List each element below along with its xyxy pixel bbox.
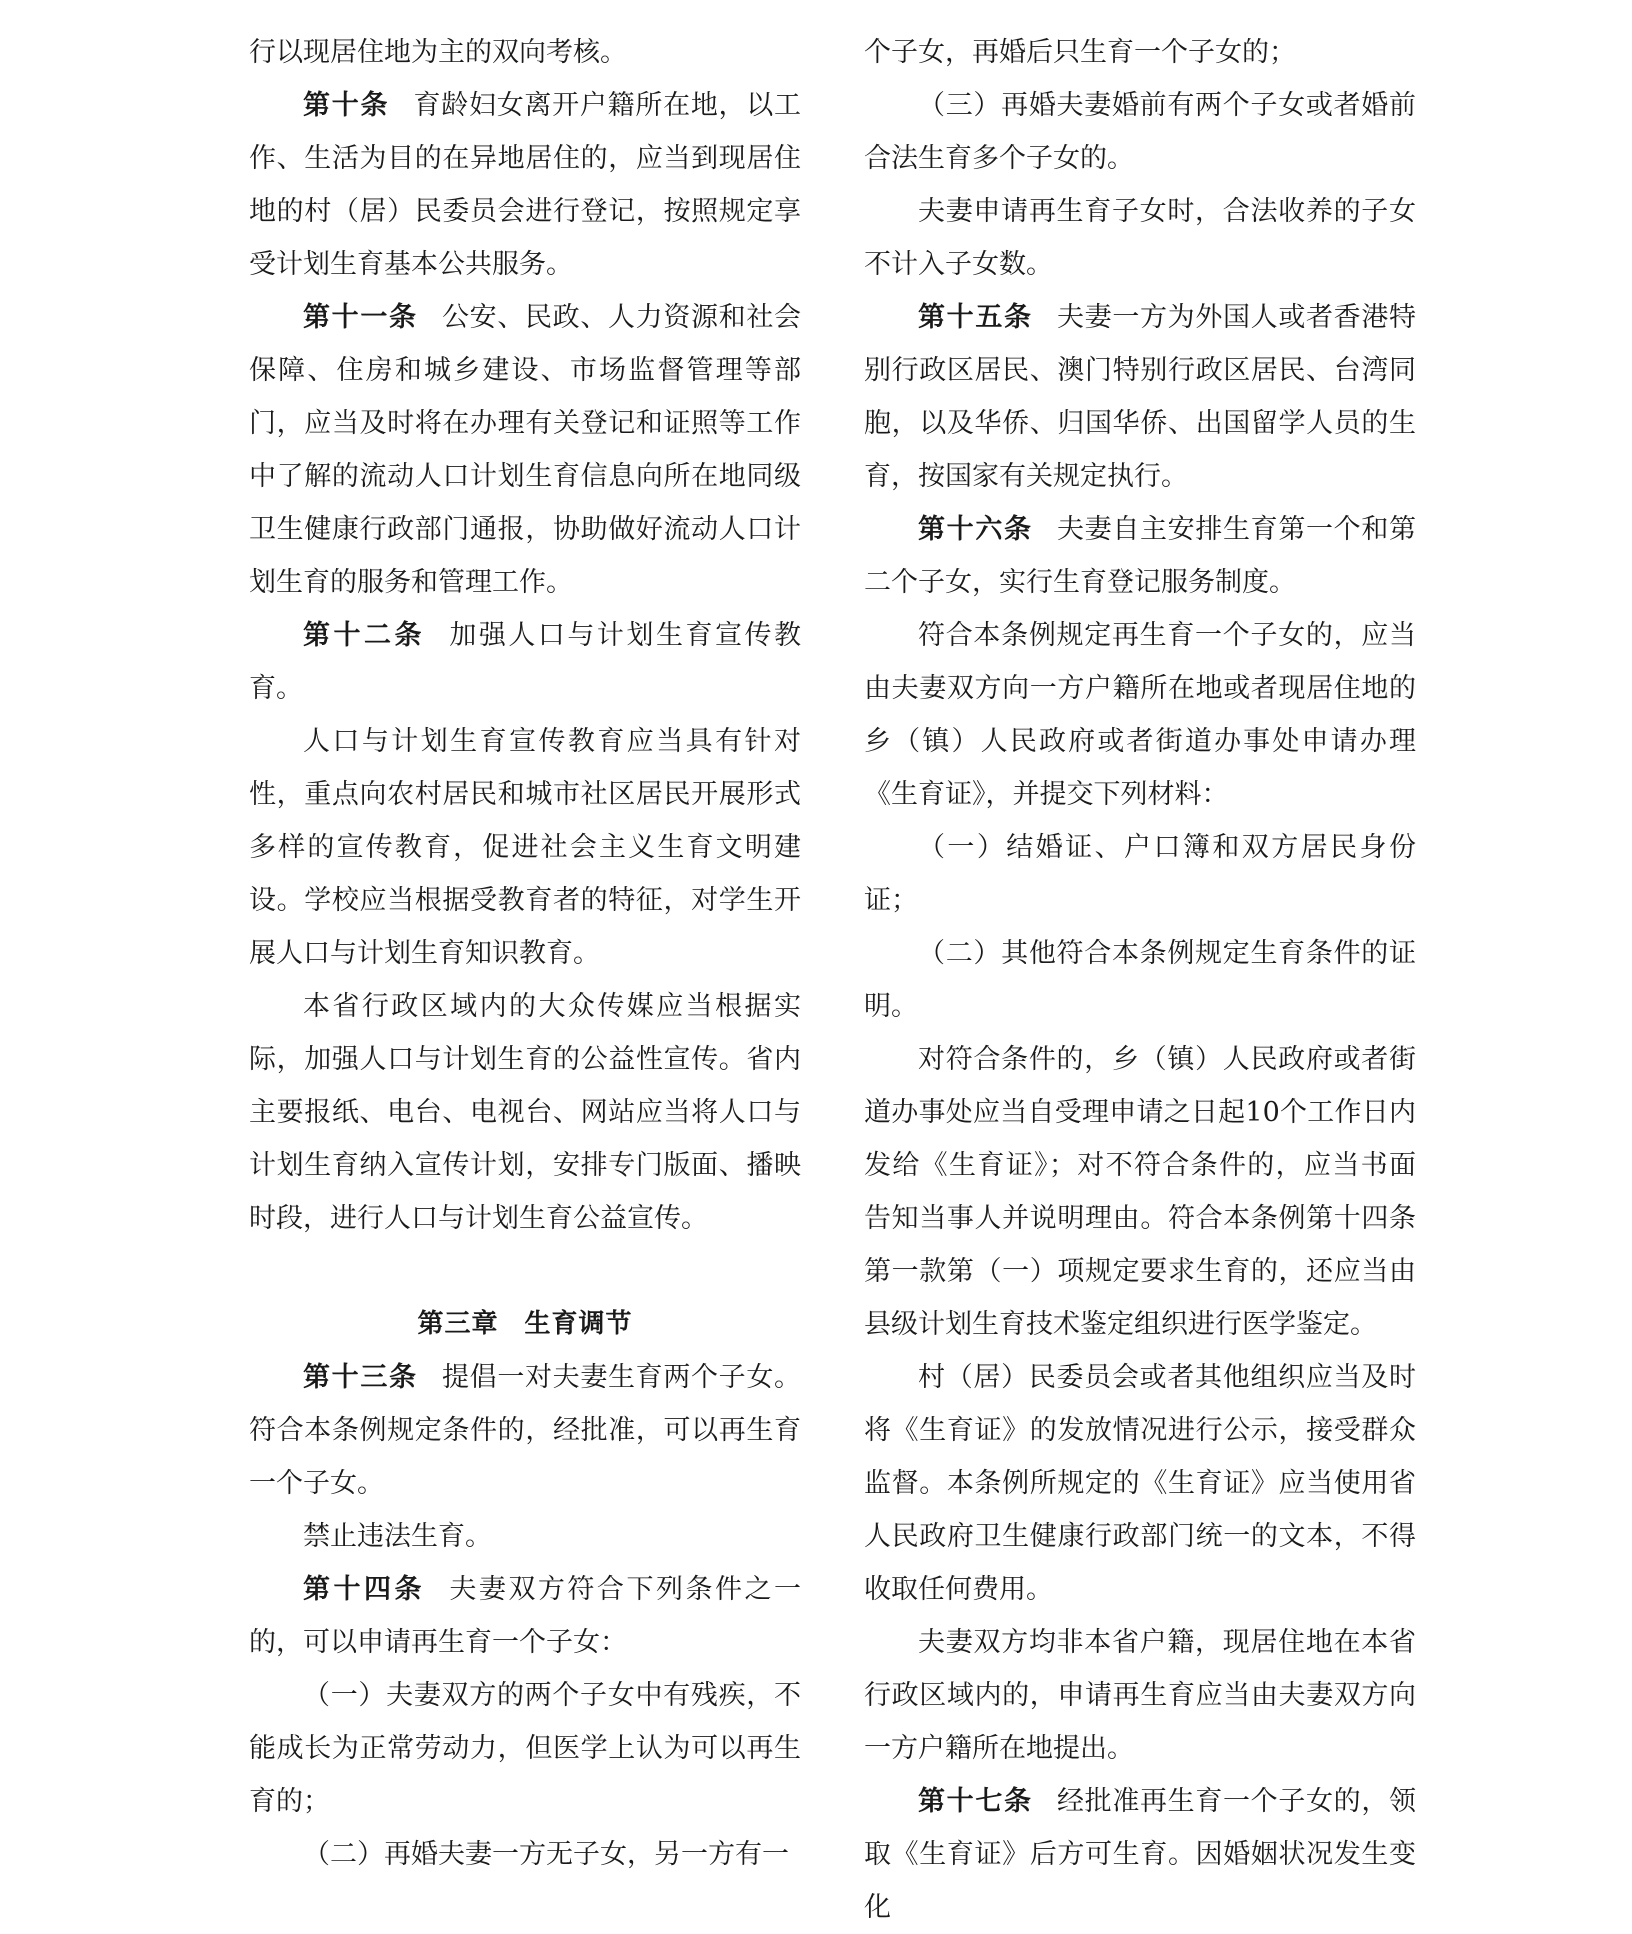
paragraph bbox=[864, 1616, 1416, 1775]
paragraph-text: 夫妻一方为外国人或者香港特别行政区居民、澳门特别行政区居民、台湾同胞，以及华侨、归国华侨、出国留学人员的生育，按国家有关规定执行。 bbox=[864, 302, 1417, 492]
paragraph bbox=[249, 26, 801, 79]
paragraph-text: 村（居）民委员会或者其他组织应当及时将《生育证》的发放情况进行公示，接受群众监督。本条例所规定的《生育证》应当使用省人民政府卫生健康行政部门统一的文本，不得收取任何费用。 bbox=[864, 1362, 1416, 1605]
paragraph-text: 个子女，再婚后只生育一个子女的； bbox=[864, 37, 1296, 68]
paragraph bbox=[864, 927, 1416, 1033]
paragraph bbox=[249, 980, 801, 1245]
paragraph-text: 行以现居住地为主的双向考核。 bbox=[249, 37, 627, 68]
article-number: 第十七条 bbox=[918, 1786, 1033, 1817]
paragraph-text: 禁止违法生育。 bbox=[303, 1521, 492, 1552]
paragraph bbox=[249, 715, 801, 980]
paragraph bbox=[249, 1669, 801, 1828]
paragraph-text: 经批准再生育一个子女的，领取《生育证》后方可生育。因婚姻状况发生变化 bbox=[864, 1786, 1417, 1923]
paragraph bbox=[864, 609, 1416, 821]
paragraph-text: 本省行政区域内的大众传媒应当根据实际，加强人口与计划生育的公益性宣传。省内主要报纸、电台、电视台、网站应当将人口与计划生育纳入宣传计划，安排专门版面、播映时段，进行人口与计划生育公益宣传。 bbox=[249, 991, 801, 1234]
paragraph bbox=[864, 1033, 1416, 1351]
article-number: 第十条 bbox=[303, 90, 390, 121]
paragraph-text: （一）结婚证、户口簿和双方居民身份证； bbox=[864, 832, 1416, 916]
chapter-number: 第三章 bbox=[417, 1309, 499, 1339]
paragraph-text: （三）再婚夫妻婚前有两个子女或者婚前合法生育多个子女的。 bbox=[864, 90, 1416, 174]
paragraph-text: （二）其他符合本条例规定生育条件的证明。 bbox=[864, 938, 1416, 1022]
article-paragraph bbox=[864, 291, 1416, 503]
paragraph-text: （二）再婚夫妻一方无子女，另一方有一 bbox=[303, 1839, 789, 1870]
paragraph-text: 夫妻申请再生育子女时，合法收养的子女不计入子女数。 bbox=[864, 196, 1416, 280]
article-number: 第十六条 bbox=[918, 514, 1033, 545]
paragraph bbox=[864, 1351, 1416, 1616]
paragraph-text: 夫妻自主安排生育第一个和第二个子女，实行生育登记服务制度。 bbox=[864, 514, 1417, 598]
paragraph-text: 加强人口与计划生育宣传教育。 bbox=[249, 620, 802, 704]
paragraph bbox=[864, 79, 1416, 185]
paragraph-text: 人口与计划生育宣传教育应当具有针对性，重点向农村居民和城市社区居民开展形式多样的宣传教育，促进社会主义生育文明建设。学校应当根据受教育者的特征，对学生开展人口与计划生育知识教育。 bbox=[249, 726, 801, 969]
article-number: 第十四条 bbox=[303, 1574, 426, 1605]
article-number: 第十二条 bbox=[303, 620, 426, 651]
article-paragraph bbox=[864, 1775, 1416, 1934]
article-number: 第十五条 bbox=[918, 302, 1033, 333]
chapter-heading bbox=[249, 1298, 801, 1351]
article-paragraph bbox=[249, 291, 801, 609]
paragraph-text: 夫妻双方符合下列条件之一的，可以申请再生育一个子女： bbox=[249, 1574, 802, 1658]
article-paragraph bbox=[249, 1351, 801, 1510]
paragraph bbox=[864, 185, 1416, 291]
article-number: 第十一条 bbox=[303, 302, 418, 333]
section-spacer bbox=[249, 1245, 801, 1298]
chapter-title: 生育调节 bbox=[524, 1309, 633, 1339]
right-column bbox=[864, 26, 1416, 1934]
paragraph-text: 育龄妇女离开户籍所在地，以工作、生活为目的在异地居住的，应当到现居住地的村（居）民委员会进行登记，按照规定享受计划生育基本公共服务。 bbox=[249, 90, 802, 280]
article-paragraph bbox=[249, 609, 801, 715]
paragraph-text: 公安、民政、人力资源和社会保障、住房和城乡建设、市场监督管理等部门，应当及时将在办理有关登记和证照等工作中了解的流动人口计划生育信息向所在地同级卫生健康行政部门通报，协助做好流动人口计划生育的服务和管理工作。 bbox=[249, 302, 802, 598]
article-paragraph bbox=[249, 79, 801, 291]
paragraph-text: 夫妻双方均非本省户籍，现居住地在本省行政区域内的，申请再生育应当由夫妻双方向一方户籍所在地提出。 bbox=[864, 1627, 1416, 1764]
paragraph bbox=[249, 1510, 801, 1563]
paragraph-text: 符合本条例规定再生育一个子女的，应当由夫妻双方向一方户籍所在地或者现居住地的乡（镇）人民政府或者街道办事处申请办理《生育证》，并提交下列材料： bbox=[864, 620, 1416, 810]
paragraph-text: 提倡一对夫妻生育两个子女。符合本条例规定条件的，经批准，可以再生育一个子女。 bbox=[249, 1362, 802, 1499]
paragraph-text: （一）夫妻双方的两个子女中有残疾，不能成长为正常劳动力，但医学上认为可以再生育的； bbox=[249, 1680, 801, 1817]
paragraph bbox=[864, 821, 1416, 927]
article-number: 第十三条 bbox=[303, 1362, 418, 1393]
paragraph bbox=[249, 1828, 801, 1881]
article-paragraph bbox=[864, 503, 1416, 609]
paragraph-text: 对符合条件的，乡（镇）人民政府或者街道办事处应当自受理申请之日起10个工作日内发给《生育证》；对不符合条件的，应当书面告知当事人并说明理由。符合本条例第十四条第一款第（一）项规定要求生育的，还应当由县级计划生育技术鉴定组织进行医学鉴定。 bbox=[864, 1044, 1416, 1340]
article-paragraph bbox=[249, 1563, 801, 1669]
paragraph bbox=[864, 26, 1416, 79]
left-column bbox=[249, 26, 801, 1881]
